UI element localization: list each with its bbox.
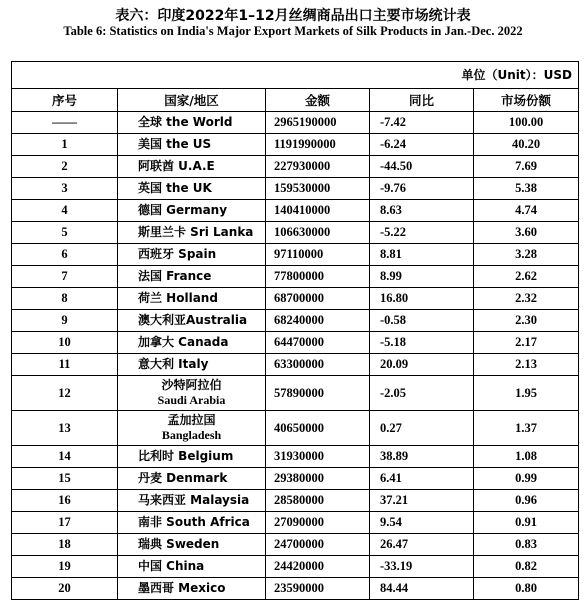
row-country: 马来西亚 Malaysia <box>118 490 266 512</box>
row-yoy: -6.24 <box>370 134 474 156</box>
table-row <box>12 200 579 222</box>
row-yoy: -7.42 <box>370 112 474 134</box>
row-country: 西班牙 Spain <box>118 244 266 266</box>
silk-export-markets-table <box>11 61 579 600</box>
row-index: 19 <box>12 556 118 578</box>
row-country: 中国 China <box>118 556 266 578</box>
row-amount: 64470000 <box>266 332 370 354</box>
row-index: 17 <box>12 512 118 534</box>
table-row <box>12 310 579 332</box>
row-index: 11 <box>12 354 118 376</box>
row-share: 1.37 <box>474 411 579 446</box>
unit-row <box>12 62 579 89</box>
row-index: —— <box>12 112 118 134</box>
table-row <box>12 354 579 376</box>
row-yoy: 9.54 <box>370 512 474 534</box>
row-yoy: 37.21 <box>370 490 474 512</box>
row-share: 2.13 <box>474 354 579 376</box>
row-index: 8 <box>12 288 118 310</box>
header-country: 国家/地区 <box>118 89 266 112</box>
row-share: 0.82 <box>474 556 579 578</box>
header-index: 序号 <box>12 89 118 112</box>
row-amount: 28580000 <box>266 490 370 512</box>
row-yoy: -44.50 <box>370 156 474 178</box>
header-row <box>12 89 579 112</box>
table-row <box>12 490 579 512</box>
row-index: 13 <box>12 411 118 446</box>
row-yoy: 8.63 <box>370 200 474 222</box>
unit-label: 单位（Unit）：USD <box>12 62 579 89</box>
row-amount: 40650000 <box>266 411 370 446</box>
row-yoy: 84.44 <box>370 578 474 600</box>
row-index: 16 <box>12 490 118 512</box>
row-country: 斯里兰卡 Sri Lanka <box>118 222 266 244</box>
row-country: 阿联酋 U.A.E <box>118 156 266 178</box>
row-amount: 24700000 <box>266 534 370 556</box>
row-share: 1.95 <box>474 376 579 411</box>
row-amount: 27090000 <box>266 512 370 534</box>
table-title-chinese: 表六：印度2022年1–12月丝绸商品出口主要市场统计表 <box>115 8 471 24</box>
row-amount: 1191990000 <box>266 134 370 156</box>
row-share: 1.08 <box>474 446 579 468</box>
row-country <box>118 411 266 446</box>
row-amount: 23590000 <box>266 578 370 600</box>
row-amount: 227930000 <box>266 156 370 178</box>
row-share: 3.28 <box>474 244 579 266</box>
table-row <box>12 134 579 156</box>
row-amount: 159530000 <box>266 178 370 200</box>
row-country: 德国 Germany <box>118 200 266 222</box>
table-row <box>12 411 579 446</box>
row-share: 0.91 <box>474 512 579 534</box>
row-index: 20 <box>12 578 118 600</box>
row-country: 南非 South Africa <box>118 512 266 534</box>
row-index: 12 <box>12 376 118 411</box>
row-yoy: -5.18 <box>370 332 474 354</box>
row-share: 5.38 <box>474 178 579 200</box>
row-country: 墨西哥 Mexico <box>118 578 266 600</box>
row-index: 10 <box>12 332 118 354</box>
row-share: 2.30 <box>474 310 579 332</box>
row-amount: 24420000 <box>266 556 370 578</box>
row-share: 7.69 <box>474 156 579 178</box>
row-amount: 31930000 <box>266 446 370 468</box>
row-amount: 63300000 <box>266 354 370 376</box>
table-row <box>12 556 579 578</box>
row-yoy: 6.41 <box>370 468 474 490</box>
row-country: 丹麦 Denmark <box>118 468 266 490</box>
row-share: 0.99 <box>474 468 579 490</box>
row-amount: 2965190000 <box>266 112 370 134</box>
row-index: 1 <box>12 134 118 156</box>
row-country: 比利时 Belgium <box>118 446 266 468</box>
table-row <box>12 222 579 244</box>
row-share: 2.17 <box>474 332 579 354</box>
row-index: 4 <box>12 200 118 222</box>
table-row <box>12 578 579 600</box>
row-amount: 57890000 <box>266 376 370 411</box>
row-index: 2 <box>12 156 118 178</box>
row-amount: 29380000 <box>266 468 370 490</box>
table-row <box>12 468 579 490</box>
table-row <box>12 266 579 288</box>
row-index: 3 <box>12 178 118 200</box>
table-row <box>12 178 579 200</box>
row-index: 14 <box>12 446 118 468</box>
row-yoy: 38.89 <box>370 446 474 468</box>
table-row <box>12 376 579 411</box>
row-country-cn: 孟加拉国 <box>167 413 216 427</box>
row-yoy: -0.58 <box>370 310 474 332</box>
row-country: 法国 France <box>118 266 266 288</box>
row-share: 2.32 <box>474 288 579 310</box>
row-amount: 106630000 <box>266 222 370 244</box>
row-index: 9 <box>12 310 118 332</box>
row-share: 4.74 <box>474 200 579 222</box>
row-country-en: Saudi Arabia <box>157 393 226 407</box>
row-country <box>118 376 266 411</box>
row-amount: 77800000 <box>266 266 370 288</box>
row-share: 0.96 <box>474 490 579 512</box>
row-index: 5 <box>12 222 118 244</box>
table-row <box>12 534 579 556</box>
row-share: 0.80 <box>474 578 579 600</box>
row-index: 7 <box>12 266 118 288</box>
table-row <box>12 446 579 468</box>
row-country: 加拿大 Canada <box>118 332 266 354</box>
table-row <box>12 332 579 354</box>
header-amount: 金额 <box>266 89 370 112</box>
row-index: 6 <box>12 244 118 266</box>
row-yoy: -5.22 <box>370 222 474 244</box>
row-yoy: -2.05 <box>370 376 474 411</box>
table-title-english: Table 6: Statistics on India's Major Export Markets of Silk Products in Jan.-Dec. 2022 <box>63 24 523 38</box>
row-amount: 97110000 <box>266 244 370 266</box>
row-yoy: 0.27 <box>370 411 474 446</box>
row-country: 荷兰 Holland <box>118 288 266 310</box>
table-row <box>12 288 579 310</box>
table-row <box>12 244 579 266</box>
header-share: 市场份额 <box>474 89 579 112</box>
row-country: 美国 the US <box>118 134 266 156</box>
row-yoy: -33.19 <box>370 556 474 578</box>
row-country-cn: 沙特阿拉伯 <box>161 378 222 392</box>
row-country: 意大利 Italy <box>118 354 266 376</box>
row-index: 18 <box>12 534 118 556</box>
table-row <box>12 512 579 534</box>
row-index: 15 <box>12 468 118 490</box>
row-country: 瑞典 Sweden <box>118 534 266 556</box>
row-country: 英国 the UK <box>118 178 266 200</box>
row-country: 全球 the World <box>118 112 266 134</box>
row-yoy: 20.09 <box>370 354 474 376</box>
row-yoy: 8.81 <box>370 244 474 266</box>
row-share: 0.83 <box>474 534 579 556</box>
row-amount: 68240000 <box>266 310 370 332</box>
row-share: 100.00 <box>474 112 579 134</box>
row-amount: 140410000 <box>266 200 370 222</box>
table-row <box>12 112 579 134</box>
row-country-en: Bangladesh <box>161 428 222 442</box>
row-share: 40.20 <box>474 134 579 156</box>
row-share: 2.62 <box>474 266 579 288</box>
row-country: 澳大利亚Australia <box>118 310 266 332</box>
row-yoy: 16.80 <box>370 288 474 310</box>
row-yoy: -9.76 <box>370 178 474 200</box>
row-amount: 68700000 <box>266 288 370 310</box>
row-share: 3.60 <box>474 222 579 244</box>
header-yoy: 同比 <box>370 89 474 112</box>
row-yoy: 8.99 <box>370 266 474 288</box>
row-yoy: 26.47 <box>370 534 474 556</box>
table-row <box>12 156 579 178</box>
